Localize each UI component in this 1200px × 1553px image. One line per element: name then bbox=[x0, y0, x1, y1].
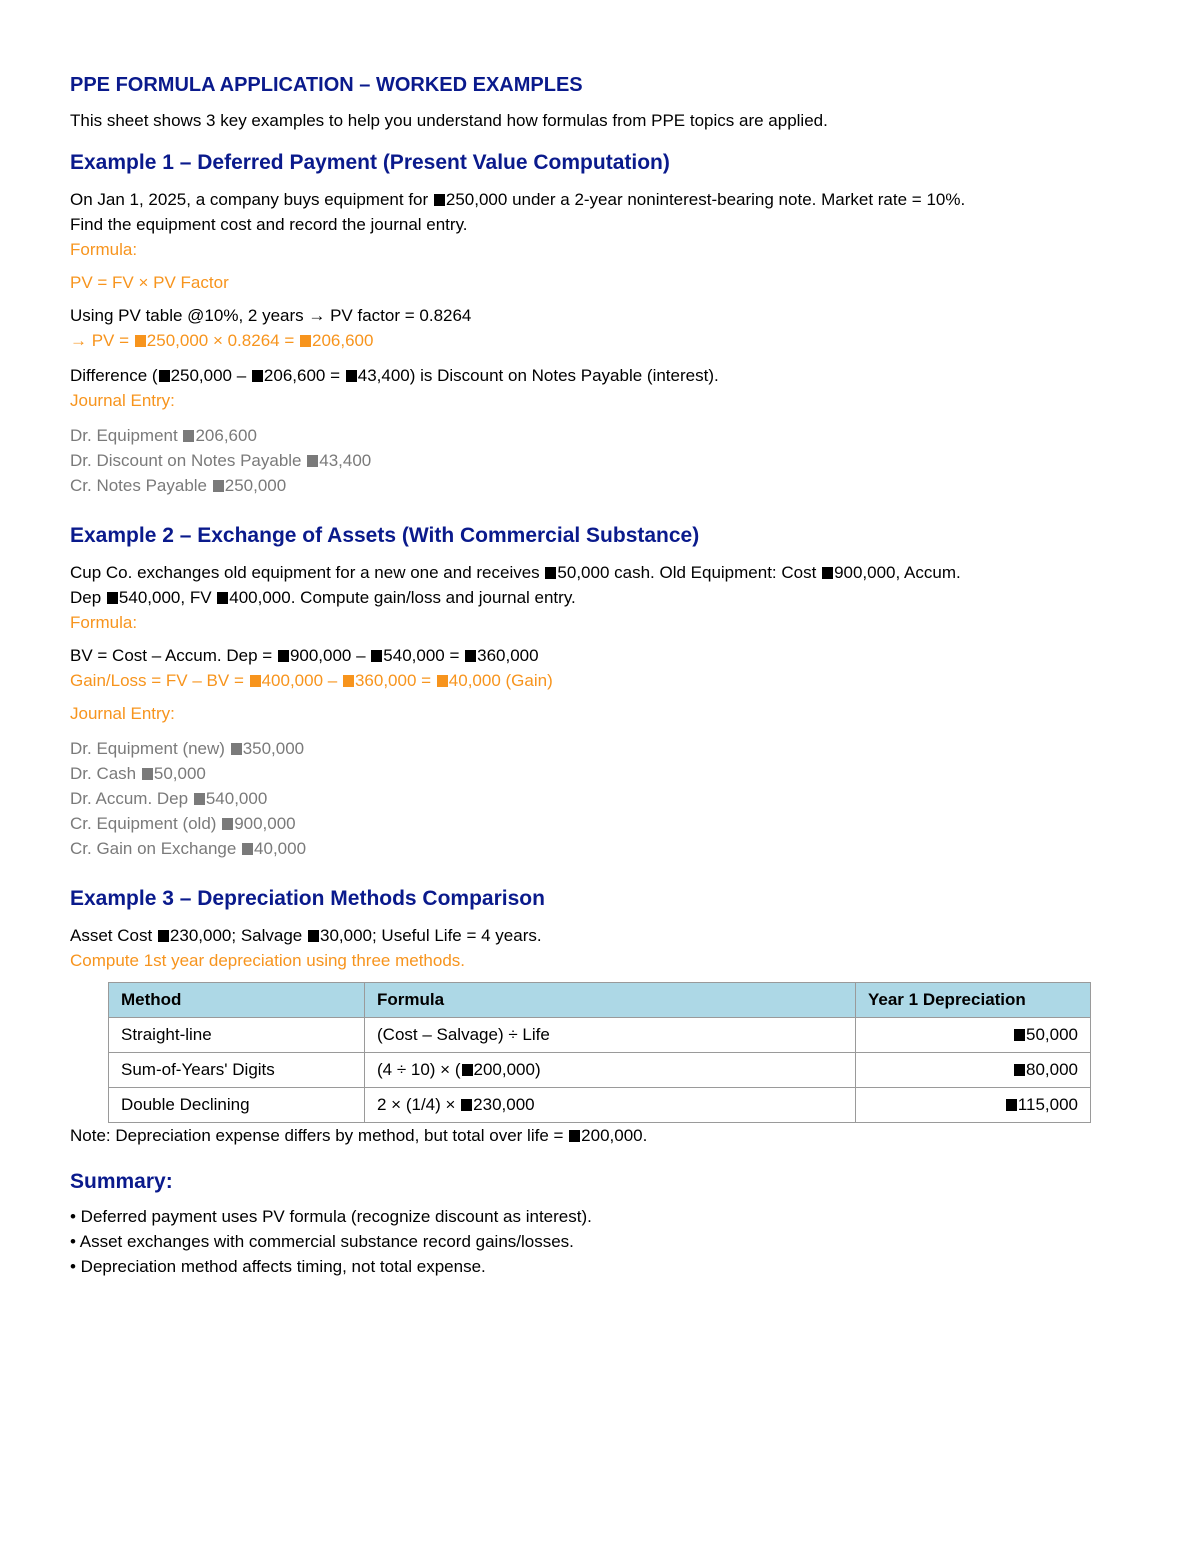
journal-entry-lines bbox=[70, 736, 1130, 861]
given-text: 230,000; Salvage bbox=[169, 926, 307, 945]
account-name: Cr. Notes Payable bbox=[70, 476, 212, 495]
formula-text: 200,000) bbox=[473, 1060, 541, 1079]
formula-label: Formula: bbox=[70, 240, 138, 259]
example-3-section bbox=[70, 887, 1130, 1148]
currency-symbol-icon bbox=[308, 930, 319, 942]
currency-symbol-icon bbox=[371, 650, 382, 662]
journal-entry-label: Journal Entry: bbox=[70, 391, 175, 410]
document-title: PPE FORMULA APPLICATION – WORKED EXAMPLES bbox=[70, 74, 583, 96]
formula-cell bbox=[365, 1053, 856, 1088]
journal-line bbox=[70, 423, 1130, 448]
currency-symbol-icon bbox=[822, 567, 833, 579]
currency-symbol-icon bbox=[217, 592, 228, 604]
formula-text: 230,000 bbox=[473, 1095, 535, 1114]
account-name: Cr. Gain on Exchange bbox=[70, 839, 242, 858]
problem-text: 400,000. Compute gain/loss and journal entry. bbox=[229, 588, 576, 607]
intro-text: This sheet shows 3 key examples to help you understand how formulas from PPE topics are applied. bbox=[70, 111, 828, 130]
difference-text bbox=[70, 363, 1130, 388]
currency-symbol-icon bbox=[437, 675, 448, 687]
amount: 540,000 bbox=[205, 789, 268, 808]
formula-text: (Cost – Salvage) ÷ Life bbox=[377, 1025, 550, 1044]
currency-symbol-icon bbox=[462, 1064, 473, 1076]
currency-symbol-icon bbox=[1006, 1099, 1017, 1111]
amount: 900,000 bbox=[234, 814, 296, 833]
example-2-title: Example 2 – Exchange of Assets (With Commercial Substance) bbox=[70, 524, 700, 547]
depreciation-table bbox=[108, 982, 1091, 1123]
problem-text: 900,000, Accum. bbox=[834, 563, 961, 582]
diff-part: 250,000 – bbox=[170, 366, 251, 385]
amount: 40,000 bbox=[254, 839, 307, 858]
diff-part: 43,400) is Discount on Notes Payable (interest). bbox=[357, 366, 719, 385]
example-2-problem bbox=[70, 560, 1130, 610]
currency-symbol-icon bbox=[135, 335, 146, 347]
example-3-instruction: Compute 1st year depreciation using three methods. bbox=[70, 951, 466, 970]
step-text: 250,000 × 0.8264 = bbox=[146, 331, 299, 350]
value-text: 115,000 bbox=[1017, 1095, 1078, 1114]
amount: 250,000 bbox=[224, 476, 287, 495]
step-text: → PV = bbox=[70, 331, 134, 350]
method-cell: Sum-of-Years' Digits bbox=[109, 1053, 365, 1088]
example-1-problem bbox=[70, 187, 1130, 237]
bv-part: BV = Cost – Accum. Dep = bbox=[70, 646, 277, 665]
journal-entry-lines bbox=[70, 423, 1130, 498]
gain-part: 40,000 (Gain) bbox=[448, 671, 553, 690]
journal-line bbox=[70, 736, 1130, 761]
currency-symbol-icon bbox=[194, 793, 205, 805]
formula-text: (4 ÷ 10) × ( bbox=[377, 1060, 461, 1079]
currency-symbol-icon bbox=[107, 592, 118, 604]
problem-text: 540,000, FV bbox=[118, 588, 217, 607]
summary-item: • Deferred payment uses PV formula (recognize discount as interest). bbox=[70, 1207, 592, 1226]
currency-symbol-icon bbox=[231, 743, 242, 755]
value-cell bbox=[856, 1018, 1091, 1053]
account-name: Dr. Cash bbox=[70, 764, 141, 783]
currency-symbol-icon bbox=[250, 675, 261, 687]
account-name: Dr. Equipment (new) bbox=[70, 739, 230, 758]
currency-symbol-icon bbox=[242, 843, 253, 855]
amount: 206,600 bbox=[195, 426, 257, 445]
summary-title: Summary: bbox=[70, 1170, 173, 1193]
summary-item: • Depreciation method affects timing, not total expense. bbox=[70, 1257, 486, 1276]
value-text: 50,000 bbox=[1026, 1025, 1078, 1044]
pv-formula: PV = FV × PV Factor bbox=[70, 273, 229, 292]
journal-entry-label: Journal Entry: bbox=[70, 704, 175, 723]
amount: 350,000 bbox=[242, 739, 305, 758]
bv-part: 540,000 = bbox=[383, 646, 465, 665]
note-text: 200,000. bbox=[581, 1126, 648, 1145]
currency-symbol-icon bbox=[159, 370, 170, 382]
pv-factor-step: Using PV table @10%, 2 years → PV factor = 0.8264 bbox=[70, 306, 472, 325]
amount: 50,000 bbox=[153, 764, 206, 783]
problem-text: On Jan 1, 2025, a company buys equipment for bbox=[70, 190, 433, 209]
currency-symbol-icon bbox=[1014, 1064, 1025, 1076]
given-text: Asset Cost bbox=[70, 926, 157, 945]
value-text: 80,000 bbox=[1026, 1060, 1078, 1079]
example-2-section bbox=[70, 524, 1130, 861]
problem-text: Cup Co. exchanges old equipment for a new one and receives bbox=[70, 563, 545, 582]
currency-symbol-icon bbox=[465, 650, 476, 662]
account-name: Dr. Equipment bbox=[70, 426, 183, 445]
currency-symbol-icon bbox=[213, 480, 224, 492]
example-3-given bbox=[70, 923, 1130, 948]
currency-symbol-icon bbox=[343, 675, 354, 687]
currency-symbol-icon bbox=[183, 430, 194, 442]
gain-part: 400,000 – bbox=[261, 671, 342, 690]
formula-cell bbox=[365, 1088, 856, 1123]
formula-label: Formula: bbox=[70, 613, 138, 632]
table-row bbox=[109, 1018, 1091, 1053]
journal-line bbox=[70, 811, 1130, 836]
problem-text: Find the equipment cost and record the journal entry. bbox=[70, 215, 468, 234]
summary-item: • Asset exchanges with commercial substance record gains/losses. bbox=[70, 1232, 574, 1251]
gain-part: Gain/Loss = FV – BV = bbox=[70, 671, 249, 690]
method-cell: Straight-line bbox=[109, 1018, 365, 1053]
book-value-formula bbox=[70, 643, 1130, 668]
gain-part: 360,000 = bbox=[354, 671, 436, 690]
currency-symbol-icon bbox=[142, 768, 153, 780]
example-3-title: Example 3 – Depreciation Methods Comparison bbox=[70, 887, 545, 910]
given-text: 30,000; Useful Life = 4 years. bbox=[319, 926, 542, 945]
currency-symbol-icon bbox=[278, 650, 289, 662]
amount: 43,400 bbox=[319, 451, 372, 470]
summary-section bbox=[70, 1170, 1130, 1279]
step-text: 206,600 bbox=[311, 331, 374, 350]
journal-line bbox=[70, 836, 1130, 861]
table-header-row bbox=[109, 983, 1091, 1018]
depreciation-note bbox=[70, 1123, 1130, 1148]
journal-line bbox=[70, 448, 1130, 473]
column-header: Method bbox=[109, 983, 365, 1018]
problem-text: 250,000 under a 2-year noninterest-bearing note. Market rate = 10%. bbox=[445, 190, 966, 209]
value-cell bbox=[856, 1088, 1091, 1123]
journal-line bbox=[70, 786, 1130, 811]
currency-symbol-icon bbox=[545, 567, 556, 579]
currency-symbol-icon bbox=[1014, 1029, 1025, 1041]
currency-symbol-icon bbox=[307, 455, 318, 467]
table-row bbox=[109, 1088, 1091, 1123]
bv-part: 360,000 bbox=[477, 646, 539, 665]
pv-result bbox=[70, 328, 1130, 353]
currency-symbol-icon bbox=[300, 335, 311, 347]
currency-symbol-icon bbox=[434, 194, 445, 206]
note-text: Note: Depreciation expense differs by method, but total over life = bbox=[70, 1126, 569, 1145]
problem-text: Dep bbox=[70, 588, 106, 607]
table-row bbox=[109, 1053, 1091, 1088]
journal-line bbox=[70, 473, 1130, 498]
account-name: Cr. Equipment (old) bbox=[70, 814, 222, 833]
currency-symbol-icon bbox=[222, 818, 233, 830]
bv-part: 900,000 – bbox=[289, 646, 371, 665]
formula-cell bbox=[365, 1018, 856, 1053]
example-1-section bbox=[70, 151, 1130, 498]
example-1-title: Example 1 – Deferred Payment (Present Value Computation) bbox=[70, 151, 670, 174]
method-cell: Double Declining bbox=[109, 1088, 365, 1123]
formula-text: 2 × (1/4) × bbox=[377, 1095, 461, 1114]
gain-loss-formula bbox=[70, 668, 1130, 693]
currency-symbol-icon bbox=[252, 370, 263, 382]
diff-part: 206,600 = bbox=[263, 366, 345, 385]
diff-part: Difference ( bbox=[70, 366, 158, 385]
value-cell bbox=[856, 1053, 1091, 1088]
problem-text: 50,000 cash. Old Equipment: Cost bbox=[557, 563, 822, 582]
currency-symbol-icon bbox=[461, 1099, 472, 1111]
account-name: Dr. Accum. Dep bbox=[70, 789, 193, 808]
account-name: Dr. Discount on Notes Payable bbox=[70, 451, 307, 470]
column-header: Formula bbox=[365, 983, 856, 1018]
currency-symbol-icon bbox=[158, 930, 169, 942]
column-header: Year 1 Depreciation bbox=[856, 983, 1091, 1018]
journal-line bbox=[70, 761, 1130, 786]
currency-symbol-icon bbox=[346, 370, 357, 382]
currency-symbol-icon bbox=[569, 1130, 580, 1142]
